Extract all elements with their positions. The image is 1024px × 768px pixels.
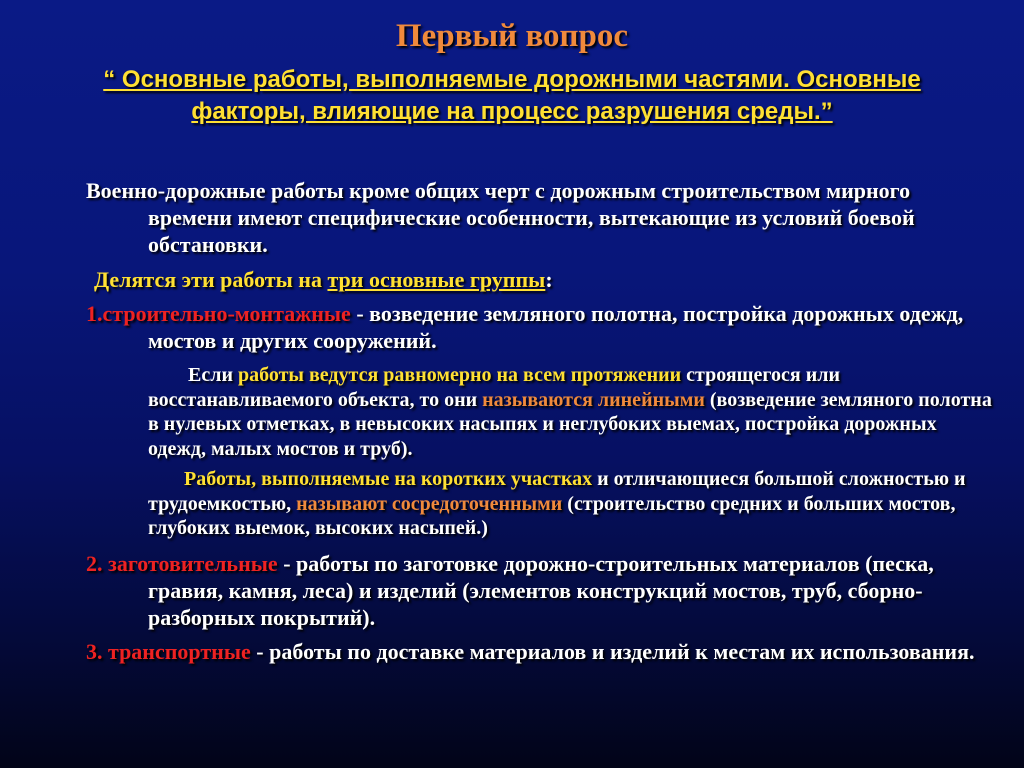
item-3-text: - работы по доставке материалов и изделий к местам их использования. [250,638,975,664]
item-1-text: - возведение земляного полотна, постройка дорожных одежд, мостов и других сооружений. [148,301,964,353]
item-3 [86,638,996,665]
sub2-highlight-1: Работы, выполняемые на коротких участках [184,468,593,490]
sub2-highlight-2: называют сосредоточенными [296,492,563,515]
sub1-text-2: строящегося или восстанавливаемого объекта, то они [148,364,840,411]
sub2-text-2: (строительство средних и больших мостов, глубоких выемок, высоких насыпей.) [148,492,956,539]
item-2-label: 2. заготовительные [86,550,278,576]
item-3-label: 3. транспортные [86,638,251,664]
item-1-label: 1.строительно-монтажные [86,301,351,326]
groups-line [86,266,996,293]
sub1-text-3: (возведение земляного полотна в нулевых отметках, в невысоких насыпях и неглубоких выемах, постройка дорожных одежд, малых мостов и труб). [148,388,992,460]
sub1-highlight-2: называются линейными [482,388,705,411]
sub1-text-1: Если [188,364,238,386]
sub-paragraph-linear [86,363,996,461]
item-2 [86,550,996,631]
sub1-highlight-1: работы ведутся равномерно на всем протяжении [237,364,682,386]
sub-paragraph-concentrated [86,467,996,541]
slide-body [86,177,996,665]
sub2-text-1: и отличающиеся большой сложностью и трудоемкостью, [148,468,966,515]
item-2-text: - работы по заготовке дорожно-строительных материалов (песка, гравия, камня, леса) и изделий (элементов конструкций мостов, труб, сборно-разборных покрытий). [148,550,934,630]
item-1 [86,300,996,354]
slide-subtitle: “ Основные работы, выполняемые дорожными частями. Основные факторы, влияющие на процесс разрушения среды.” [103,66,921,125]
groups-highlight: три основные группы [327,267,546,292]
slide-title: Первый вопрос [395,18,629,54]
groups-prefix: Делятся эти работы на [94,267,328,292]
groups-suffix: : [545,267,553,292]
intro-paragraph: Военно-дорожные работы кроме общих черт с дорожным строительством мирного времени имеют специфические особенности, вытекающие из условий боевой обстановки. [86,178,915,257]
